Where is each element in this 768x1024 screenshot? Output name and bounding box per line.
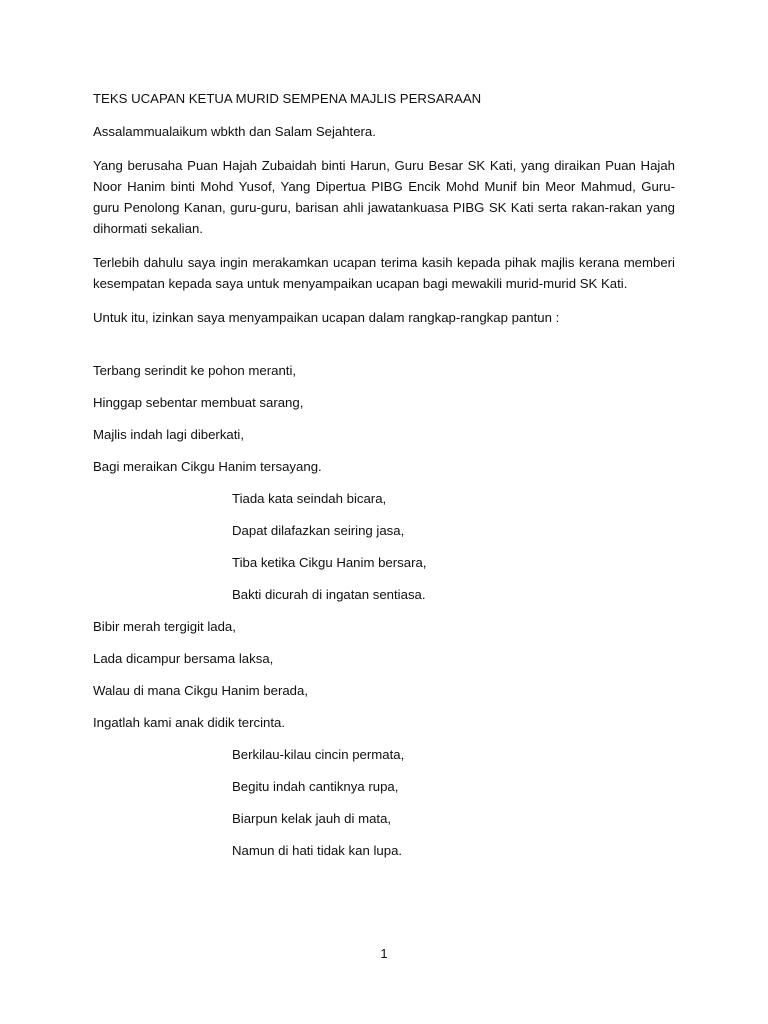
document-title: TEKS UCAPAN KETUA MURID SEMPENA MAJLIS PERSARAAN bbox=[93, 91, 482, 106]
pantun-stanza bbox=[93, 616, 675, 733]
pantun-stanza bbox=[93, 744, 675, 861]
pantun-line: Walau di mana Cikgu Hanim berada, bbox=[93, 683, 309, 698]
pantun-line: Dapat dilafazkan seiring jasa, bbox=[232, 523, 405, 538]
pantun-line: Lada dicampur bersama laksa, bbox=[93, 651, 274, 666]
pantun-line: Hinggap sebentar membuat sarang, bbox=[93, 395, 304, 410]
pantun-line: Ingatlah kami anak didik tercinta. bbox=[93, 715, 286, 730]
pantun-line: Terbang serindit ke pohon meranti, bbox=[93, 363, 297, 378]
pantun-line: Bagi meraikan Cikgu Hanim tersayang. bbox=[93, 459, 322, 474]
page-number: 1 bbox=[380, 946, 388, 961]
pantun-line: Majlis indah lagi diberkati, bbox=[93, 427, 244, 442]
pantun-line: Tiada kata seindah bicara, bbox=[232, 491, 387, 506]
blank-line bbox=[93, 339, 675, 360]
paragraph: Untuk itu, izinkan saya menyampaikan ucapan dalam rangkap-rangkap pantun : bbox=[93, 310, 560, 325]
pantun-line: Biarpun kelak jauh di mata, bbox=[232, 811, 392, 826]
pantun-line: Bakti dicurah di ingatan sentiasa. bbox=[232, 587, 426, 602]
pantun-stanza bbox=[93, 360, 675, 477]
paragraph: Terlebih dahulu saya ingin merakamkan ucapan terima kasih kepada pihak majlis kerana memberi kesempatan kepada saya untuk menyampaikan ucapan bagi mewakili murid-murid SK Kati. bbox=[93, 255, 675, 291]
document-body bbox=[93, 89, 675, 872]
pantun-line: Berkilau-kilau cincin permata, bbox=[232, 747, 405, 762]
pantun-line: Bibir merah tergigit lada, bbox=[93, 619, 236, 634]
pantun-line: Namun di hati tidak kan lupa. bbox=[232, 843, 403, 858]
pantun-line: Begitu indah cantiknya rupa, bbox=[232, 779, 399, 794]
greeting: Assalammualaikum wbkth dan Salam Sejahtera. bbox=[93, 124, 376, 139]
paragraph: Yang berusaha Puan Hajah Zubaidah binti Harun, Guru Besar SK Kati, yang diraikan Puan Hajah Noor Hanim binti Mohd Yusof, Yang Dipertua PIBG Encik Mohd Munif bin Meor Mahmud, Guru-guru Penolong Kanan, guru-guru, barisan ahli jawatankuasa PIBG SK Kati serta rakan-rakan yang dihormati sekalian. bbox=[93, 158, 675, 236]
pantun-line: Tiba ketika Cikgu Hanim bersara, bbox=[232, 555, 427, 570]
pantun-stanza bbox=[93, 488, 675, 605]
